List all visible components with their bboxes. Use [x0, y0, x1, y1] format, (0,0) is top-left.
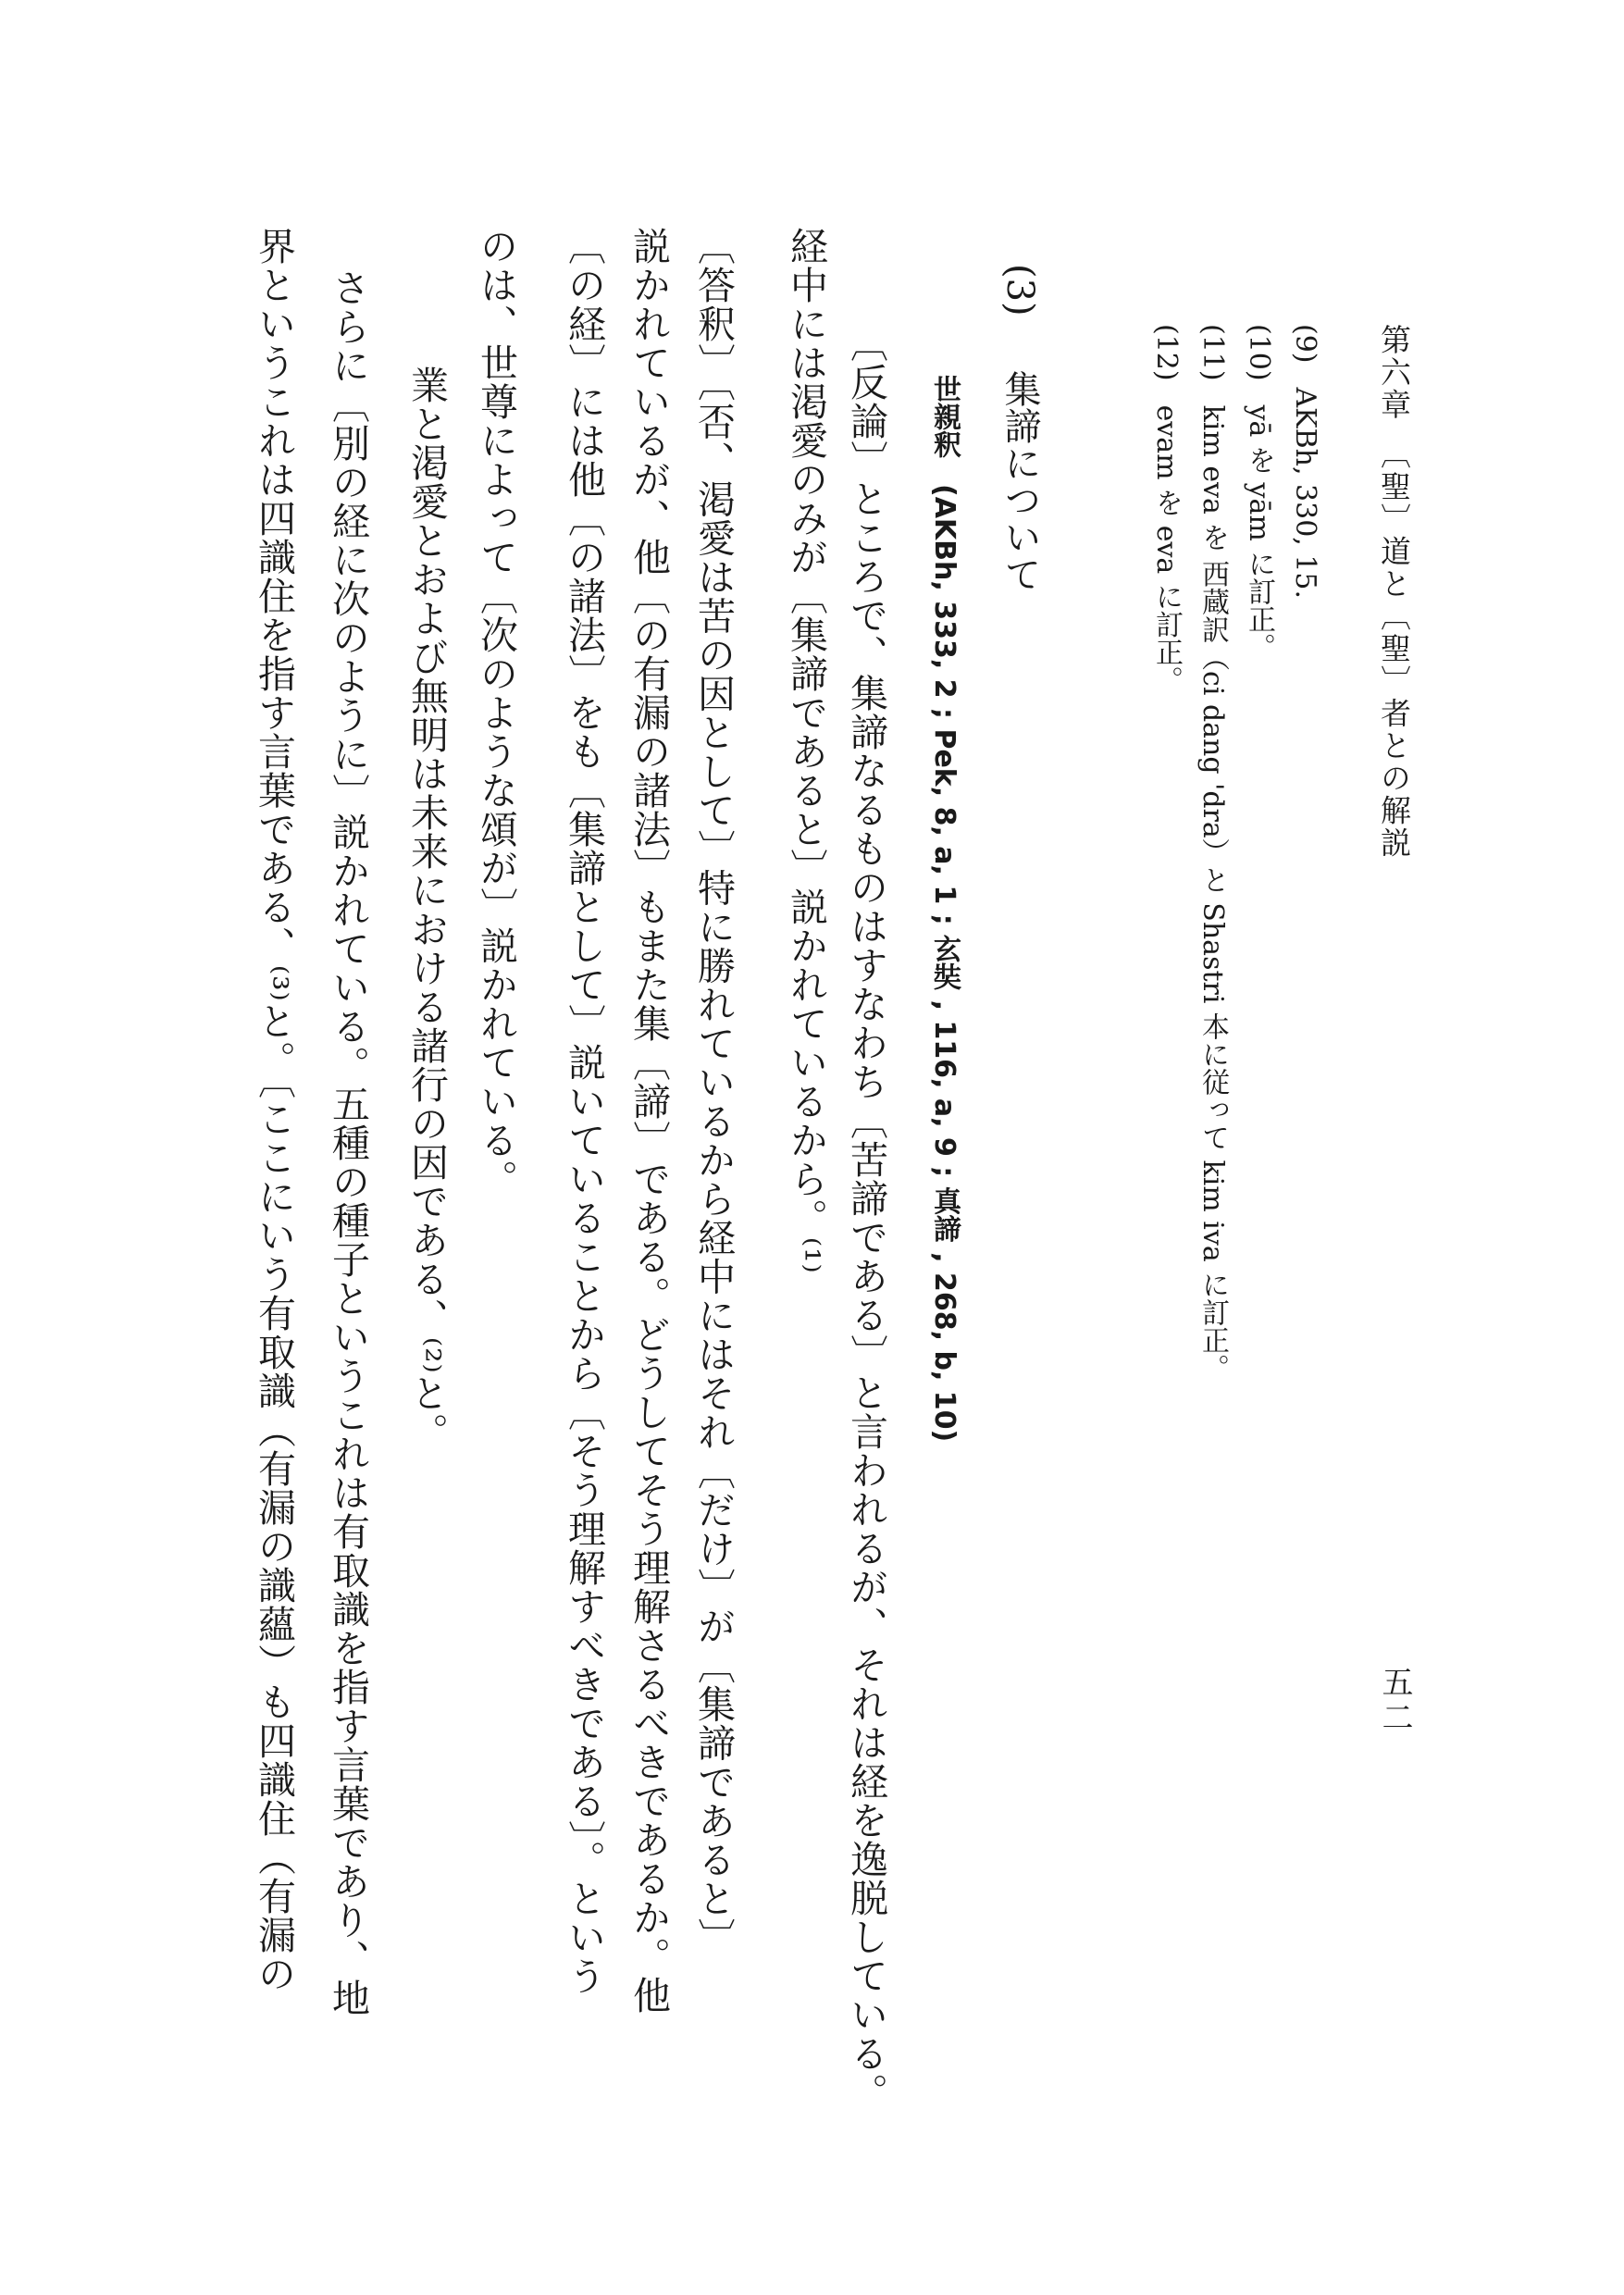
body-line: 界というこれは四識住を指す言葉である、⁽³⁾と。〔ここにいう有取識（有漏の識蘊）も四識住（有漏の	[252, 227, 296, 1994]
footnote-text: yā を yām に訂正。	[1243, 404, 1275, 662]
source-label: 世親釈	[928, 375, 961, 458]
source-citation	[928, 375, 961, 1443]
running-header: 第六章 〔聖〕道と〔聖〕者との解説	[1376, 324, 1412, 860]
footnote-9	[1291, 324, 1319, 599]
body-line: 〔反論〕ところで、集諦なるものはすなわち〔苦諦である〕と言われるが、それは経を逸脱している。	[844, 324, 888, 2112]
footnote-text: kim eva を 西蔵訳（ci dang 'dra）と Shastri 本に従って kim iva に訂正。	[1196, 404, 1229, 1383]
footnote-text: AKBh, 330, 15.	[1289, 387, 1321, 600]
footnote-text: evam を eva に訂正。	[1150, 404, 1183, 694]
footnote-number: (10)	[1243, 324, 1275, 381]
footnote-number: (11)	[1196, 324, 1229, 381]
section-number: (3)	[998, 264, 1041, 316]
source-reference: (AKBh, 333, 2 ; Pek, 8, a, 1 ; 玄奘 , 116, a, 9 ; 真諦 , 268, b, 10)	[928, 484, 961, 1443]
section-heading	[998, 264, 1041, 592]
footnote-12	[1150, 324, 1183, 694]
footnote-11	[1196, 324, 1229, 1383]
verse-line: 業と渇愛とおよび無明は未来における諸行の因である、⁽²⁾と。	[404, 366, 449, 1452]
page-number: 五二	[1376, 1666, 1413, 1736]
footnote-10	[1243, 324, 1275, 662]
body-line: 説かれているが、他〔の有漏の諸法〕もまた集〔諦〕である。どうしてそう理解さるべきであるか。他	[626, 227, 671, 2015]
footnote-number: (12)	[1150, 324, 1183, 381]
section-title: 集諦について	[998, 369, 1041, 592]
body-line: 経中には渇愛のみが〔集諦であると〕説かれているから。⁽¹⁾	[784, 227, 828, 1274]
body-line: 〔答釈〕〔否、渇愛は苦の因として〕特に勝れているから経中にはそれ〔だけ〕が〔集諦であると〕	[691, 227, 736, 1957]
footnote-number: (9)	[1289, 324, 1321, 364]
body-line: のは、世尊によって〔次のような頌が〕説かれている。	[474, 227, 518, 1198]
body-line: 〔の経〕には他〔の諸法〕をも〔集諦として〕説いていることから〔そう理解すべきである〕。という	[562, 227, 606, 1996]
body-line: さらに〔別の経に次のように〕説かれている。五種の種子というこれは有取識を指す言葉であり、地	[326, 268, 370, 2017]
